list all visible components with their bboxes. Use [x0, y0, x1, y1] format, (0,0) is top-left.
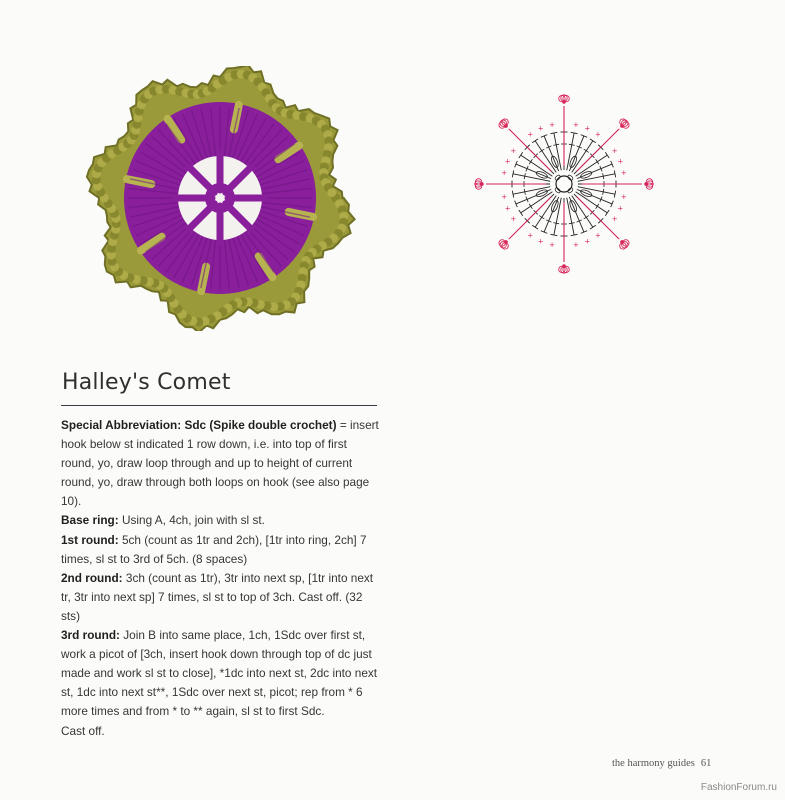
svg-text:+: + — [549, 121, 556, 130]
instruction-paragraph — [61, 531, 379, 569]
svg-text:+: + — [594, 130, 601, 139]
instruction-text: Using A, 4ch, join with sl st. — [118, 513, 265, 528]
svg-text:+: + — [510, 147, 517, 156]
instruction-label: 2nd round: — [61, 570, 123, 585]
svg-text:+: + — [549, 240, 556, 249]
svg-text:+: + — [617, 157, 624, 166]
crochet-chart-diagram — [466, 86, 662, 282]
instruction-text: 3ch (count as 1tr), 3tr into next sp, [1tr into next tr, 3tr into next sp] 7 times, sl st to top of 3ch. Cast off. (32 sts) — [61, 570, 374, 623]
svg-text:+: + — [501, 169, 508, 178]
svg-text:+: + — [537, 124, 544, 133]
svg-text:+: + — [527, 130, 534, 139]
instruction-label: Special Abbreviation: Sdc (Spike double crochet) — [61, 418, 337, 432]
instruction-text: Cast off. — [61, 723, 105, 738]
svg-text:+: + — [611, 147, 618, 156]
instruction-paragraph — [61, 722, 379, 741]
site-watermark: FashionForum.ru — [700, 782, 777, 793]
book-series-name: the harmony guides — [612, 758, 695, 769]
svg-text:+: + — [537, 237, 544, 246]
instruction-paragraph — [61, 626, 379, 721]
page-footer — [612, 758, 711, 769]
svg-text:+: + — [620, 192, 627, 201]
svg-text:+: + — [611, 214, 618, 223]
svg-text:+: + — [510, 214, 517, 223]
instruction-text: Join B into same place, 1ch, 1Sdc over first st, work a picot of [3ch, insert hook down through top of dc just made and work sl st to close], *1dc into next st, 2dc into next st, 1dc into next st**, 1Sdc over next st, picot; rep from * 6 more times and from * to ** again, sl st to first Sdc. — [61, 628, 378, 719]
instruction-label: 3rd round: — [61, 628, 120, 643]
svg-text:+: + — [504, 157, 511, 166]
svg-text:+: + — [572, 121, 579, 130]
svg-text:+: + — [527, 231, 534, 240]
instruction-text: 5ch (count as 1tr and 2ch), [1tr into ring, 2ch] 7 times, sl st to 3rd of 5ch. (8 spaces) — [61, 532, 367, 566]
crochet-motif-photo — [82, 66, 357, 331]
pattern-instructions — [61, 416, 379, 741]
svg-text:+: + — [572, 240, 579, 249]
instruction-paragraph — [61, 569, 379, 626]
title-divider — [61, 405, 377, 406]
instruction-text: = insert hook below st indicated 1 row down, i.e. into top of first round, yo, draw loop through and up to height of current round, yo, draw through both loops on hook (see also page 10). — [61, 418, 379, 509]
svg-text:+: + — [501, 192, 508, 201]
instruction-paragraph — [61, 511, 379, 530]
svg-text:+: + — [504, 204, 511, 213]
svg-text:+: + — [584, 124, 591, 133]
instruction-label: 1st round: — [61, 532, 119, 547]
instruction-label: Base ring: — [61, 513, 119, 528]
svg-text:+: + — [617, 204, 624, 213]
svg-text:+: + — [584, 237, 591, 246]
svg-text:+: + — [620, 169, 627, 178]
svg-text:+: + — [594, 231, 601, 240]
page-number: 61 — [700, 758, 712, 769]
instruction-paragraph — [61, 416, 379, 511]
pattern-title: Halley's Comet — [62, 370, 231, 395]
